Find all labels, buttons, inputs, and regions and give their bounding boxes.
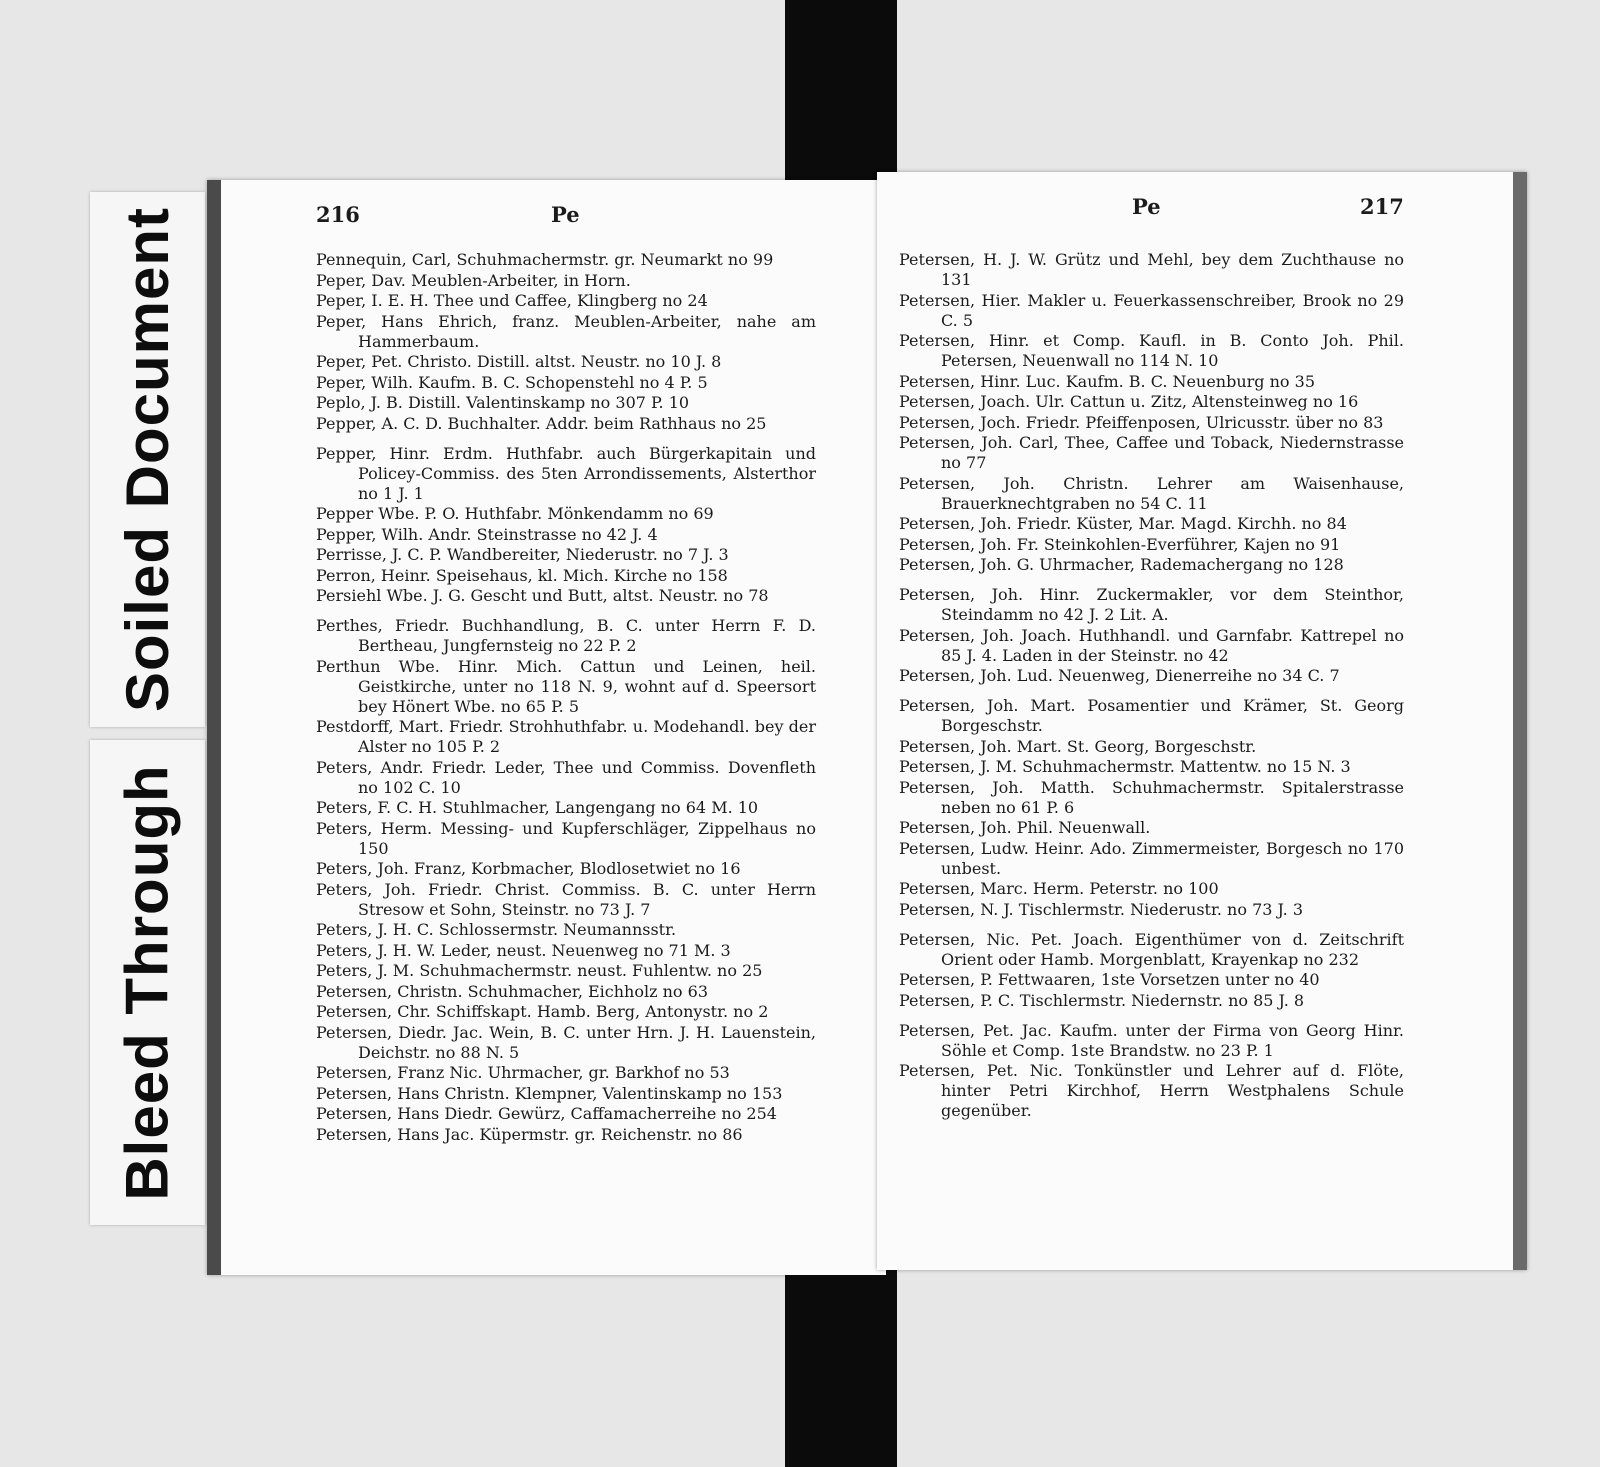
directory-entry: Persiehl Wbe. J. G. Gescht und Butt, altst. Neustr. no 78 (316, 586, 769, 605)
directory-entry: Peters, Andr. Friedr. Leder, Thee und Commiss. Dovenfleth no 102 C. 10 (316, 757, 816, 797)
directory-entry: Petersen, P. C. Tischlermstr. Niedernstr. no 85 J. 8 (899, 990, 1305, 1010)
directory-entry: Petersen, Joh. Christn. Lehrer am Waisenhause, Brauerknechtgraben no 54 C. 11 (899, 473, 1404, 513)
directory-entries (316, 250, 816, 1145)
directory-entry: Petersen, Nic. Pet. Joach. Eigenthümer von d. Zeitschrift Orient oder Hamb. Morgenblatt, Krayenkap no 232 (899, 929, 1404, 969)
directory-entry: Petersen, Ludw. Heinr. Ado. Zimmermeister, Borgesch no 170 unbest. (899, 838, 1404, 878)
directory-entry: Petersen, P. Fettwaaren, 1ste Vorsetzen unter no 40 (899, 970, 1320, 989)
directory-entry: Peper, Wilh. Kaufm. B. C. Schopenstehl no 4 P. 5 (316, 372, 708, 392)
directory-entry: Petersen, Pet. Jac. Kaufm. unter der Firma von Georg Hinr. Söhle et Comp. 1ste Brandstw. no 23 P. 1 (899, 1020, 1404, 1060)
directory-entry: Petersen, N. J. Tischlermstr. Niederustr. no 73 J. 3 (899, 899, 1304, 919)
directory-entry: Pepper, Wilh. Andr. Steinstrasse no 42 J. 4 (316, 524, 658, 544)
directory-entry: Perthun Wbe. Hinr. Mich. Cattun und Leinen, heil. Geistkirche, unter no 118 N. 9, wohnt auf d. Speersort bey Hönert Wbe. no 65 P. 5 (316, 656, 816, 716)
directory-entry: Petersen, Joh. Joach. Huthhandl. und Garnfabr. Kattrepel no 85 J. 4. Laden in der Steinstr. no 42 (899, 625, 1404, 665)
soiled-document-label (90, 192, 205, 727)
directory-entry: Peper, I. E. H. Thee und Caffee, Klingberg no 24 (316, 291, 708, 310)
directory-entry: Peters, Herm. Messing- und Kupferschläger, Zippelhaus no 150 (316, 818, 816, 858)
directory-entry: Petersen, Joh. Friedr. Küster, Mar. Magd. Kirchh. no 84 (899, 514, 1347, 533)
directory-entries (899, 250, 1404, 1122)
directory-entry: Petersen, Hans Jac. Küpermstr. gr. Reichenstr. no 86 (316, 1124, 743, 1144)
directory-entry: Perron, Heinr. Speisehaus, kl. Mich. Kirche no 158 (316, 565, 728, 585)
page-number: 217 (1360, 194, 1404, 219)
running-head: Pe (551, 202, 580, 227)
bleed-through-label (90, 740, 205, 1225)
directory-entry: Peters, F. C. H. Stuhlmacher, Langengang no 64 M. 10 (316, 798, 759, 817)
directory-entry: Pepper Wbe. P. O. Huthfabr. Mönkendamm no 69 (316, 504, 714, 523)
directory-entry: Petersen, Joch. Friedr. Pfeiffenposen, Ulricusstr. über no 83 (899, 412, 1384, 432)
right-page (877, 172, 1527, 1270)
directory-entry: Pestdorff, Mart. Friedr. Strohhuthfabr. u. Modehandl. bey der Alster no 105 P. 2 (316, 717, 816, 756)
directory-entry: Petersen, Pet. Nic. Tonkünstler und Lehrer auf d. Flöte, hinter Petri Kirchhof, Herrn Westphalens Schule gegenüber. (899, 1061, 1404, 1120)
directory-entry: Petersen, Joh. Phil. Neuenwall. (899, 818, 1151, 837)
directory-entry: Petersen, Hinr. Luc. Kaufm. B. C. Neuenburg no 35 (899, 371, 1316, 391)
directory-entry: Peplo, J. B. Distill. Valentinskamp no 307 P. 10 (316, 393, 690, 412)
directory-entry: Perthes, Friedr. Buchhandlung, B. C. unter Herrn F. D. Bertheau, Jungfernsteig no 22 P. 2 (316, 616, 816, 655)
page-number: 216 (316, 202, 360, 227)
directory-entry: Petersen, Hier. Makler u. Feuerkassenschreiber, Brook no 29 C. 5 (899, 290, 1404, 330)
directory-entry: Petersen, Joach. Ulr. Cattun u. Zitz, Altensteinweg no 16 (899, 392, 1359, 411)
directory-entry: Peper, Dav. Meublen-Arbeiter, in Horn. (316, 270, 631, 290)
directory-entry: Peters, Joh. Franz, Korbmacher, Blodlosetwiet no 16 (316, 859, 741, 878)
directory-entry: Petersen, Joh. Matth. Schuhmachermstr. Spitalerstrasse neben no 61 P. 6 (899, 777, 1404, 817)
left-page (207, 180, 886, 1275)
directory-entry: Petersen, Franz Nic. Uhrmacher, gr. Barkhof no 53 (316, 1063, 730, 1082)
directory-entry: Petersen, Joh. Carl, Thee, Caffee und Toback, Niedernstrasse no 77 (899, 433, 1404, 472)
running-head: Pe (1132, 194, 1161, 219)
directory-entry: Peters, Joh. Friedr. Christ. Commiss. B. C. unter Herrn Stresow et Sohn, Steinstr. no 73 J. 7 (316, 879, 816, 919)
directory-entry: Petersen, Joh. Mart. Posamentier und Krämer, St. Georg Borgeschstr. (899, 696, 1404, 735)
directory-entry: Petersen, Hans Christn. Klempner, Valentinskamp no 153 (316, 1083, 783, 1103)
directory-entry: Petersen, Joh. Fr. Steinkohlen-Everführer, Kajen no 91 (899, 534, 1341, 554)
directory-entry: Petersen, Hinr. et Comp. Kaufl. in B. Conto Joh. Phil. Petersen, Neuenwall no 114 N. 10 (899, 331, 1404, 370)
directory-entry: Petersen, Joh. Lud. Neuenweg, Dienerreihe no 34 C. 7 (899, 666, 1340, 685)
directory-entry: Petersen, Hans Diedr. Gewürz, Caffamacherreihe no 254 (316, 1104, 777, 1123)
directory-entry: Petersen, Christn. Schuhmacher, Eichholz no 63 (316, 981, 709, 1001)
bleed-through-text: Bleed Through (114, 764, 181, 1201)
directory-entry: Peper, Pet. Christo. Distill. altst. Neustr. no 10 J. 8 (316, 352, 722, 371)
directory-entry: Peters, J. H. C. Schlossermstr. Neumannsstr. (316, 920, 677, 939)
directory-entry: Petersen, Joh. Hinr. Zuckermakler, vor dem Steinthor, Steindamm no 42 J. 2 Lit. A. (899, 585, 1404, 624)
directory-entry: Petersen, H. J. W. Grütz und Mehl, bey dem Zuchthause no 131 (899, 250, 1404, 289)
directory-entry: Perrisse, J. C. P. Wandbereiter, Niederustr. no 7 J. 3 (316, 545, 729, 564)
binding-strap-top (785, 0, 897, 200)
soiled-document-text: Soiled Document (114, 206, 181, 713)
directory-entry: Peper, Hans Ehrich, franz. Meublen-Arbeiter, nahe am Hammerbaum. (316, 311, 816, 351)
directory-entry: Petersen, Marc. Herm. Peterstr. no 100 (899, 879, 1219, 898)
directory-entry: Petersen, Joh. G. Uhrmacher, Rademachergang no 128 (899, 555, 1344, 574)
directory-entry: Peters, J. H. W. Leder, neust. Neuenweg no 71 M. 3 (316, 940, 731, 960)
directory-entry: Pepper, A. C. D. Buchhalter. Addr. beim Rathhaus no 25 (316, 413, 767, 433)
directory-entry: Pennequin, Carl, Schuhmachermstr. gr. Neumarkt no 99 (316, 250, 774, 269)
directory-entry: Petersen, Joh. Mart. St. Georg, Borgeschstr. (899, 736, 1257, 756)
directory-entry: Peters, J. M. Schuhmachermstr. neust. Fuhlentw. no 25 (316, 961, 763, 980)
directory-entry: Pepper, Hinr. Erdm. Huthfabr. auch Bürgerkapitain und Policey-Commiss. des 5ten Arrondissements, Alsterthor no 1 J. 1 (316, 443, 816, 503)
directory-entry: Petersen, J. M. Schuhmachermstr. Mattentw. no 15 N. 3 (899, 757, 1351, 776)
directory-entry: Petersen, Chr. Schiffskapt. Hamb. Berg, Antonystr. no 2 (316, 1002, 769, 1021)
directory-entry: Petersen, Diedr. Jac. Wein, B. C. unter Hrn. J. H. Lauenstein, Deichstr. no 88 N. 5 (316, 1022, 816, 1062)
